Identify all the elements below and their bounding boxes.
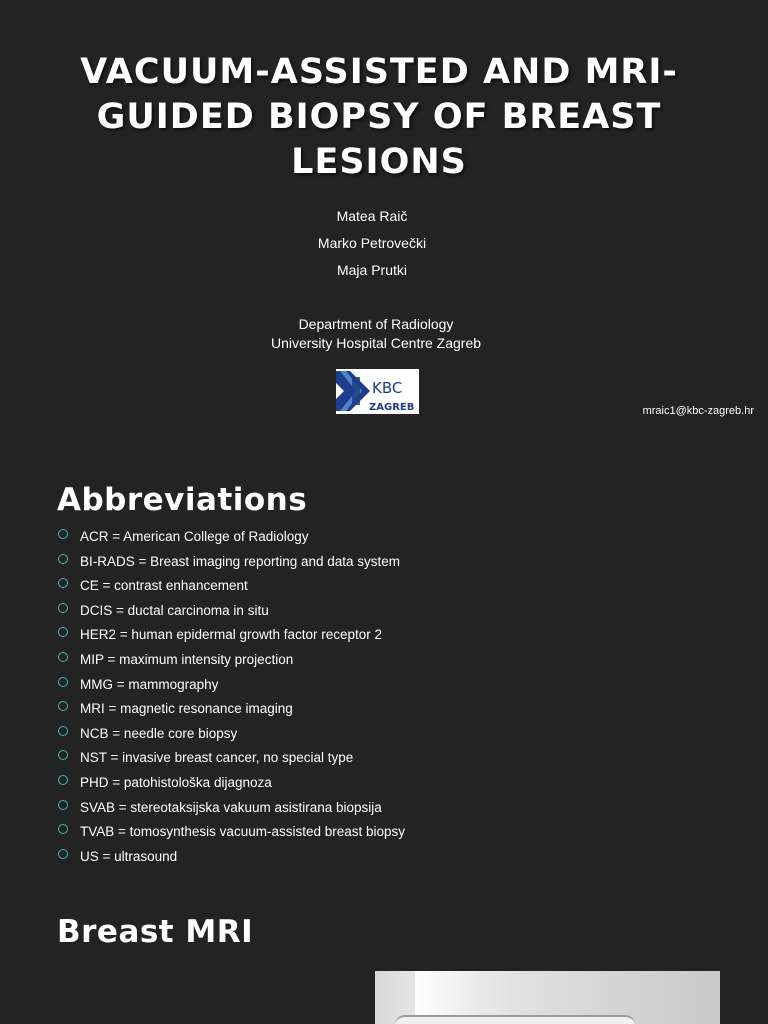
abbreviation-text: MMG = mammography [80, 676, 219, 692]
author-name: Matea Raič [336, 208, 408, 224]
list-item [57, 772, 405, 797]
list-item [57, 797, 405, 822]
circle-bullet-icon [58, 578, 68, 588]
circle-bullet-icon [58, 775, 68, 785]
circle-bullet-icon [58, 652, 68, 662]
abbreviation-text: NCB = needle core biopsy [80, 725, 238, 741]
list-item [57, 575, 405, 600]
mri-scanner-photo [375, 971, 720, 1024]
author-list [0, 205, 744, 286]
list-item [57, 674, 405, 699]
abbreviation-text: ACR = American College of Radiology [80, 529, 309, 544]
circle-bullet-icon [58, 554, 68, 564]
affiliation [0, 315, 752, 353]
author-name: Maja Prutki [336, 262, 408, 278]
kbc-zagreb-logo [336, 369, 419, 414]
abbreviation-text: NST = invasive breast cancer, no special type [80, 750, 354, 766]
hospital-name: University Hospital Centre Zagreb [270, 335, 482, 351]
logo-text-kbc: KBC [372, 379, 403, 397]
abbreviation-text: BI-RADS = Breast imaging reporting and data system [80, 553, 401, 569]
circle-bullet-icon [58, 849, 68, 859]
abbreviation-text: CE = contrast enhancement [80, 578, 248, 594]
circle-bullet-icon [58, 603, 68, 613]
abbreviations-list [57, 526, 405, 870]
list-item [57, 747, 405, 772]
mri-machine-shape [395, 1015, 635, 1024]
abbreviation-text: TVAB = tomosynthesis vacuum-assisted breast biopsy [80, 824, 406, 840]
list-item [57, 649, 405, 674]
circle-bullet-icon [58, 701, 68, 711]
author-name: Marko Petrovečki [317, 235, 427, 251]
circle-bullet-icon [58, 750, 68, 760]
circle-bullet-icon [58, 800, 68, 810]
list-item [57, 698, 405, 723]
abbreviation-text: MIP = maximum intensity projection [80, 651, 294, 667]
contact-email[interactable]: mraic1@kbc-zagreb.hr [642, 405, 754, 417]
abbreviation-text: PHD = patohistološka dijagnoza [80, 774, 272, 790]
abbreviation-text: HER2 = human epidermal growth factor receptor 2 [80, 627, 383, 643]
kbc-logo-icon [336, 369, 419, 414]
circle-bullet-icon [58, 726, 68, 736]
abbreviation-text: US = ultrasound [80, 848, 178, 864]
list-item [57, 600, 405, 625]
logo-text-zagreb: ZAGREB [369, 402, 415, 413]
circle-bullet-icon [58, 677, 68, 687]
circle-bullet-icon [58, 529, 68, 539]
abbreviation-text: MRI = magnetic resonance imaging [80, 701, 293, 717]
list-item [57, 624, 405, 649]
circle-bullet-icon [58, 627, 68, 637]
list-item [57, 526, 405, 551]
department-name: Department of Radiology [298, 316, 454, 332]
list-item [57, 723, 405, 748]
abbreviation-text: SVAB = stereotaksijska vakuum asistirana biopsija [80, 799, 382, 815]
list-item [57, 821, 405, 846]
list-item [57, 846, 405, 871]
document-title: VACUUM-ASSISTED AND MRI-GUIDED BIOPSY OF BREAST LESIONS [80, 52, 678, 182]
abbreviations-heading: Abbreviations [57, 482, 308, 518]
abbreviation-text: DCIS = ductal carcinoma in situ [80, 602, 269, 618]
circle-bullet-icon [58, 824, 68, 834]
breast-mri-heading: Breast MRI [57, 914, 254, 950]
list-item [57, 551, 405, 576]
